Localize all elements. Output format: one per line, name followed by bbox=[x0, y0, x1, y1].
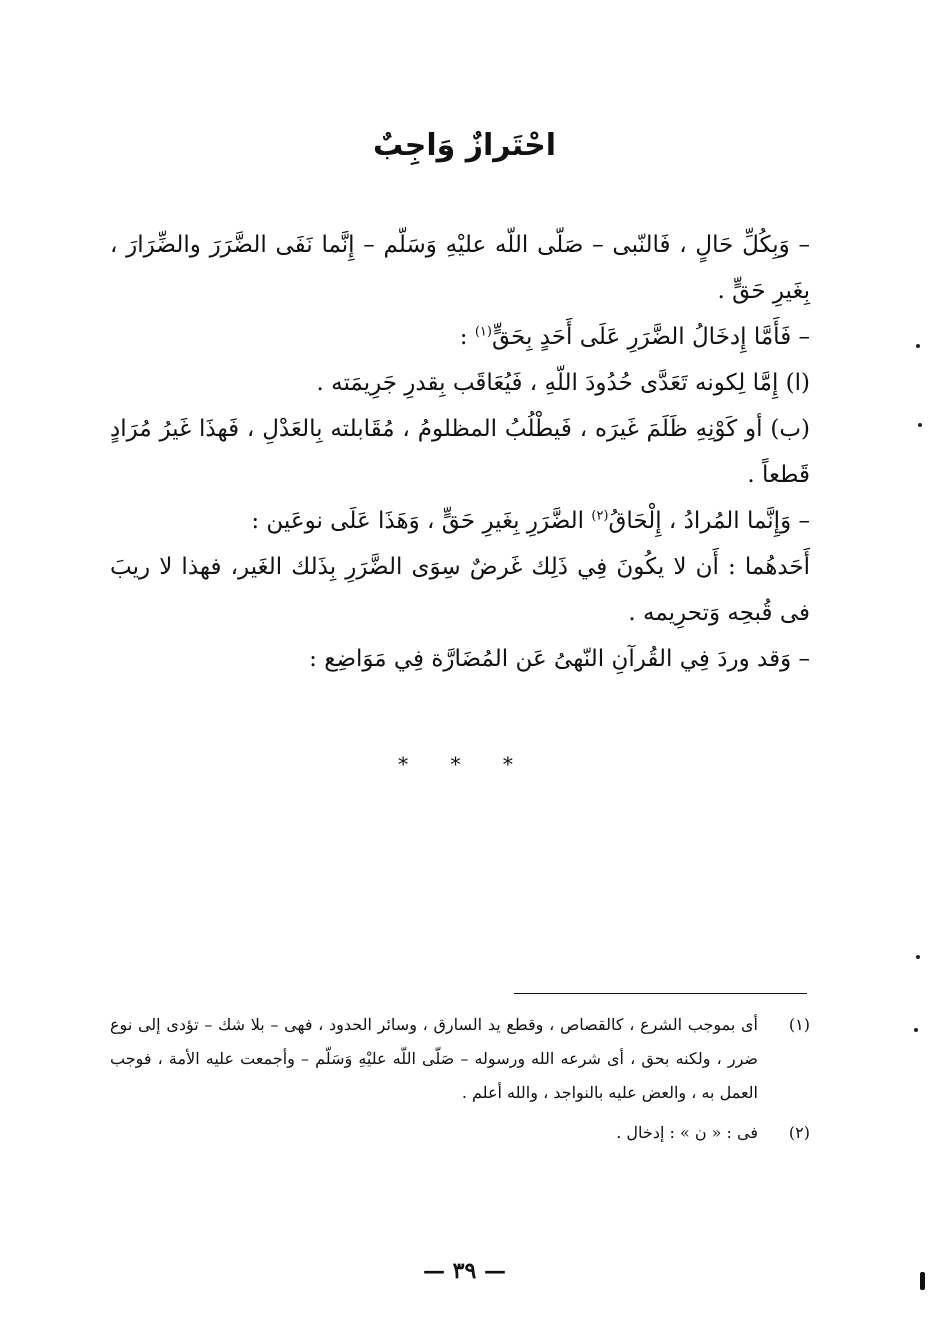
paragraph-5-text-b: الضَّرَرِ بِغَيرِ حَقٍّ ، وَهَذَا عَلَى نوعَين : bbox=[251, 508, 585, 534]
footnote-2-text: فى : « ن » : إدخال . bbox=[616, 1123, 758, 1142]
paragraph-4: (ب) أو كَوْنِهِ ظَلَمَ غَيرَه ، فَيطْلُبُ المظلومُ ، مُقَابلته بِالعَدْلِ ، فَهذَا غَيرُ مُرَادٍ قَطعاً . bbox=[110, 416, 810, 488]
paragraph-1: – وَبِكُلِّ حَالٍ ، فَالنّبى – صَلّى اللّه عليْهِ وَسَلّم – إِنَّما نَفَى الضَّرَرَ والضِّرَارَ ، بِغَيرِ حَقٍّ . bbox=[110, 232, 810, 304]
paragraph-3: (ا) إِمَّا لِكونه تَعَدَّى حُدُودَ اللّهِ ، فَيُعَاقَب بِقدرِ جَرِيمَته . bbox=[316, 370, 810, 396]
footnote-2 bbox=[110, 1116, 810, 1150]
footnote-divider bbox=[514, 993, 807, 994]
footnote-1-number: (١) bbox=[788, 1015, 810, 1034]
paragraph-5 bbox=[110, 498, 810, 544]
margin-speck bbox=[916, 955, 920, 959]
paragraph-6: أَحَدهُما : أَن لا يكُونَ فِي ذَلِك غَرضٌ سِوَى الضَّرَرِ بِذَلك الغَير، فهذا لا ريبَ فى قُبحِه وَتحرِيمه . bbox=[110, 554, 810, 626]
page-title: احْتَرازٌ وَاجِبٌ bbox=[372, 128, 557, 163]
paragraph-5-text-a: – وَإِنَّما المُرادُ ، إِلْحَاقُ bbox=[608, 508, 810, 534]
footnote-2-number: (٢) bbox=[788, 1123, 810, 1142]
paragraph-2-colon: : bbox=[459, 324, 475, 350]
margin-speck bbox=[916, 344, 920, 348]
footnote-ref-2[interactable]: (٢) bbox=[591, 508, 609, 524]
paragraph-7: – وَقد وردَ فِي القُرآنِ النّهىُ عَن المُضَارَّة فِي مَوَاضِع : bbox=[309, 646, 810, 672]
footnotes bbox=[110, 1008, 810, 1156]
footnote-ref-1[interactable]: (١) bbox=[474, 324, 492, 340]
scan-edge-mark bbox=[920, 1272, 925, 1290]
margin-speck bbox=[918, 423, 922, 427]
section-separator: * * * bbox=[398, 752, 531, 776]
paragraph-2-text: – فَأَمَّا إِدخَالُ الضَّرَرِ عَلَى أَحَدٍ بِحَقٍّ bbox=[491, 324, 810, 350]
footnote-1-text: أى بموجب الشرع ، كالقصاص ، وقطع يد السارق ، وسائر الحدود ، فهى – بلا شك – تؤدى إلى نوع ضرر ، ولكنه بحق ، أى شرعه الله ورسوله – صَلّى اللّه عليْهِ وَسَلّم – وأجمعت عليه الأمة ، فوجب العمل به ، والعض عليه بالنواجد ، والله أعلم . bbox=[110, 1015, 759, 1102]
page-number: — ٣٩ — bbox=[423, 1258, 506, 1284]
main-text bbox=[110, 222, 810, 682]
margin-speck bbox=[914, 1028, 918, 1032]
paragraph-2 bbox=[110, 314, 810, 360]
footnote-1 bbox=[110, 1008, 810, 1110]
